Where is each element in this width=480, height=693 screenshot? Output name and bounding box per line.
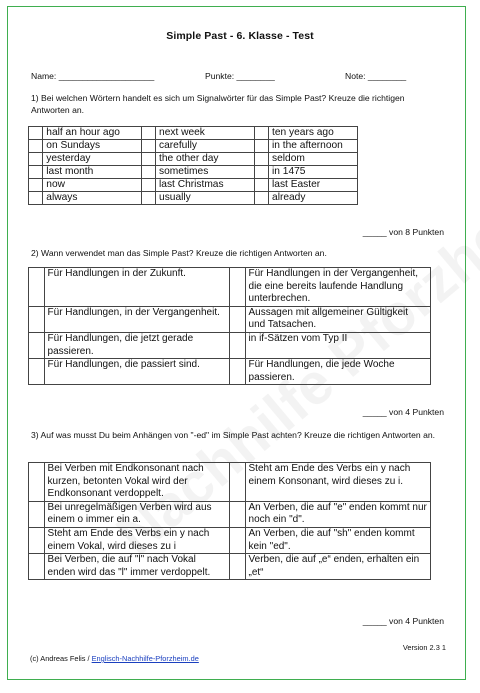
answer-checkbox[interactable] xyxy=(141,153,155,166)
answer-checkbox[interactable] xyxy=(29,306,45,332)
ed-rule-option: Bei Verben, die auf "l" nach Vokal enden wird das "l" immer verdoppelt. xyxy=(44,554,229,580)
answer-checkbox[interactable] xyxy=(141,140,155,153)
usage-table xyxy=(28,267,431,385)
answer-checkbox[interactable] xyxy=(229,268,245,307)
punkte-field[interactable]: Punkte: ________ xyxy=(205,71,275,81)
usage-option: Für Handlungen, die passiert sind. xyxy=(44,359,229,385)
answer-checkbox[interactable] xyxy=(29,554,45,580)
signal-word-option: already xyxy=(269,192,358,205)
ed-rule-row xyxy=(29,463,431,502)
answer-checkbox[interactable] xyxy=(29,179,43,192)
answer-checkbox[interactable] xyxy=(29,140,43,153)
ed-rule-option: Steht am Ende des Verbs ein y nach einem Konsonant, wird dieses zu i. xyxy=(245,463,430,502)
signal-word-option: yesterday xyxy=(43,153,141,166)
signal-word-option: now xyxy=(43,179,141,192)
ed-rule-option: Bei Verben mit Endkonsonant nach kurzen, betonten Vokal wird der Endkonsonant verdoppelt. xyxy=(44,463,229,502)
ed-rule-option: Verben, die auf „e“ enden, erhalten ein „et“ xyxy=(245,554,430,580)
answer-checkbox[interactable] xyxy=(29,268,45,307)
answer-checkbox[interactable] xyxy=(29,166,43,179)
answer-checkbox[interactable] xyxy=(229,359,245,385)
signal-word-option: the other day xyxy=(156,153,255,166)
answer-checkbox[interactable] xyxy=(254,179,268,192)
question-1-score: _____ von 8 Punkten xyxy=(362,227,444,237)
usage-row xyxy=(29,332,431,358)
ed-rule-option: An Verben, die auf "sh" enden kommt kein "ed". xyxy=(245,527,430,553)
answer-checkbox[interactable] xyxy=(29,359,45,385)
usage-option: Für Handlungen in der Zukunft. xyxy=(44,268,229,307)
answer-checkbox[interactable] xyxy=(229,554,245,580)
name-field[interactable]: Name: ____________________ xyxy=(31,71,155,81)
usage-option: in if-Sätzen vom Typ II xyxy=(245,332,430,358)
footer-credit xyxy=(30,654,199,663)
signal-word-row xyxy=(29,166,358,179)
signal-word-row xyxy=(29,140,358,153)
answer-checkbox[interactable] xyxy=(29,527,45,553)
answer-checkbox[interactable] xyxy=(229,332,245,358)
signal-word-option: last Easter xyxy=(269,179,358,192)
ed-rule-option: An Verben, die auf "e" enden kommt nur noch ein "d". xyxy=(245,501,430,527)
answer-checkbox[interactable] xyxy=(141,192,155,205)
answer-checkbox[interactable] xyxy=(29,463,45,502)
answer-checkbox[interactable] xyxy=(29,153,43,166)
answer-checkbox[interactable] xyxy=(229,527,245,553)
ed-rule-option: Bei unregelmäßigen Verben wird aus einem o immer ein a. xyxy=(44,501,229,527)
answer-checkbox[interactable] xyxy=(141,166,155,179)
ed-rule-option: Steht am Ende des Verbs ein y nach einem Vokal, wird dieses zu i xyxy=(44,527,229,553)
answer-checkbox[interactable] xyxy=(254,192,268,205)
signal-word-option: in 1475 xyxy=(269,166,358,179)
usage-option: Für Handlungen in der Vergangenheit, die eine bereits laufende Handlung unterbrechen. xyxy=(245,268,430,307)
signal-word-option: on Sundays xyxy=(43,140,141,153)
question-3-text: 3) Auf was musst Du beim Anhängen von "-ed" im Simple Past achten? Kreuze die richtigen Antworten an. xyxy=(31,430,436,440)
question-2-score: _____ von 4 Punkten xyxy=(362,407,444,417)
version-label: Version 2.3 1 xyxy=(402,643,446,652)
ed-rule-row xyxy=(29,501,431,527)
signal-word-option: always xyxy=(43,192,141,205)
question-3-score: _____ von 4 Punkten xyxy=(362,616,444,626)
signal-word-row xyxy=(29,153,358,166)
usage-option: Für Handlungen, in der Vergangenheit. xyxy=(44,306,229,332)
answer-checkbox[interactable] xyxy=(254,140,268,153)
usage-option: Für Handlungen, die jede Woche passieren. xyxy=(245,359,430,385)
website-link[interactable]: Englisch-Nachhilfe-Pforzheim.de xyxy=(91,654,199,663)
answer-checkbox[interactable] xyxy=(29,501,45,527)
usage-row xyxy=(29,306,431,332)
signal-word-option: in the afternoon xyxy=(269,140,358,153)
answer-checkbox[interactable] xyxy=(229,306,245,332)
signal-word-option: seldom xyxy=(269,153,358,166)
signal-word-option: next week xyxy=(156,127,255,140)
answer-checkbox[interactable] xyxy=(254,127,268,140)
signal-word-row xyxy=(29,179,358,192)
answer-checkbox[interactable] xyxy=(254,153,268,166)
answer-checkbox[interactable] xyxy=(254,166,268,179)
signal-word-option: carefully xyxy=(156,140,255,153)
signal-word-row xyxy=(29,127,358,140)
ed-rules-table xyxy=(28,462,431,580)
ed-rule-row xyxy=(29,527,431,553)
question-1-text: 1) Bei welchen Wörtern handelt es sich um Signalwörter für das Simple Past? Kreuze die richtigen Antworten an. xyxy=(31,93,405,115)
answer-checkbox[interactable] xyxy=(141,179,155,192)
answer-checkbox[interactable] xyxy=(141,127,155,140)
author-text: (c) Andreas Felis / xyxy=(30,654,92,663)
signal-word-option: last Christmas xyxy=(156,179,255,192)
usage-row xyxy=(29,359,431,385)
signal-word-option: last month xyxy=(43,166,141,179)
note-field[interactable]: Note: ________ xyxy=(345,71,407,81)
answer-checkbox[interactable] xyxy=(229,501,245,527)
signal-word-option: sometimes xyxy=(156,166,255,179)
signal-word-option: ten years ago xyxy=(269,127,358,140)
ed-rule-row xyxy=(29,554,431,580)
usage-option: Für Handlungen, die jetzt gerade passieren. xyxy=(44,332,229,358)
answer-checkbox[interactable] xyxy=(29,332,45,358)
signal-word-option: usually xyxy=(156,192,255,205)
answer-checkbox[interactable] xyxy=(229,463,245,502)
question-2-text: 2) Wann verwendet man das Simple Past? Kreuze die richtigen Antworten an. xyxy=(31,248,327,258)
answer-checkbox[interactable] xyxy=(29,192,43,205)
signal-word-option: half an hour ago xyxy=(43,127,141,140)
answer-checkbox[interactable] xyxy=(29,127,43,140)
usage-row xyxy=(29,268,431,307)
usage-option: Aussagen mit allgemeiner Gültigkeit und Tatsachen. xyxy=(245,306,430,332)
signal-words-table xyxy=(28,126,358,205)
page-title: Simple Past - 6. Klasse - Test xyxy=(166,30,314,42)
signal-word-row xyxy=(29,192,358,205)
